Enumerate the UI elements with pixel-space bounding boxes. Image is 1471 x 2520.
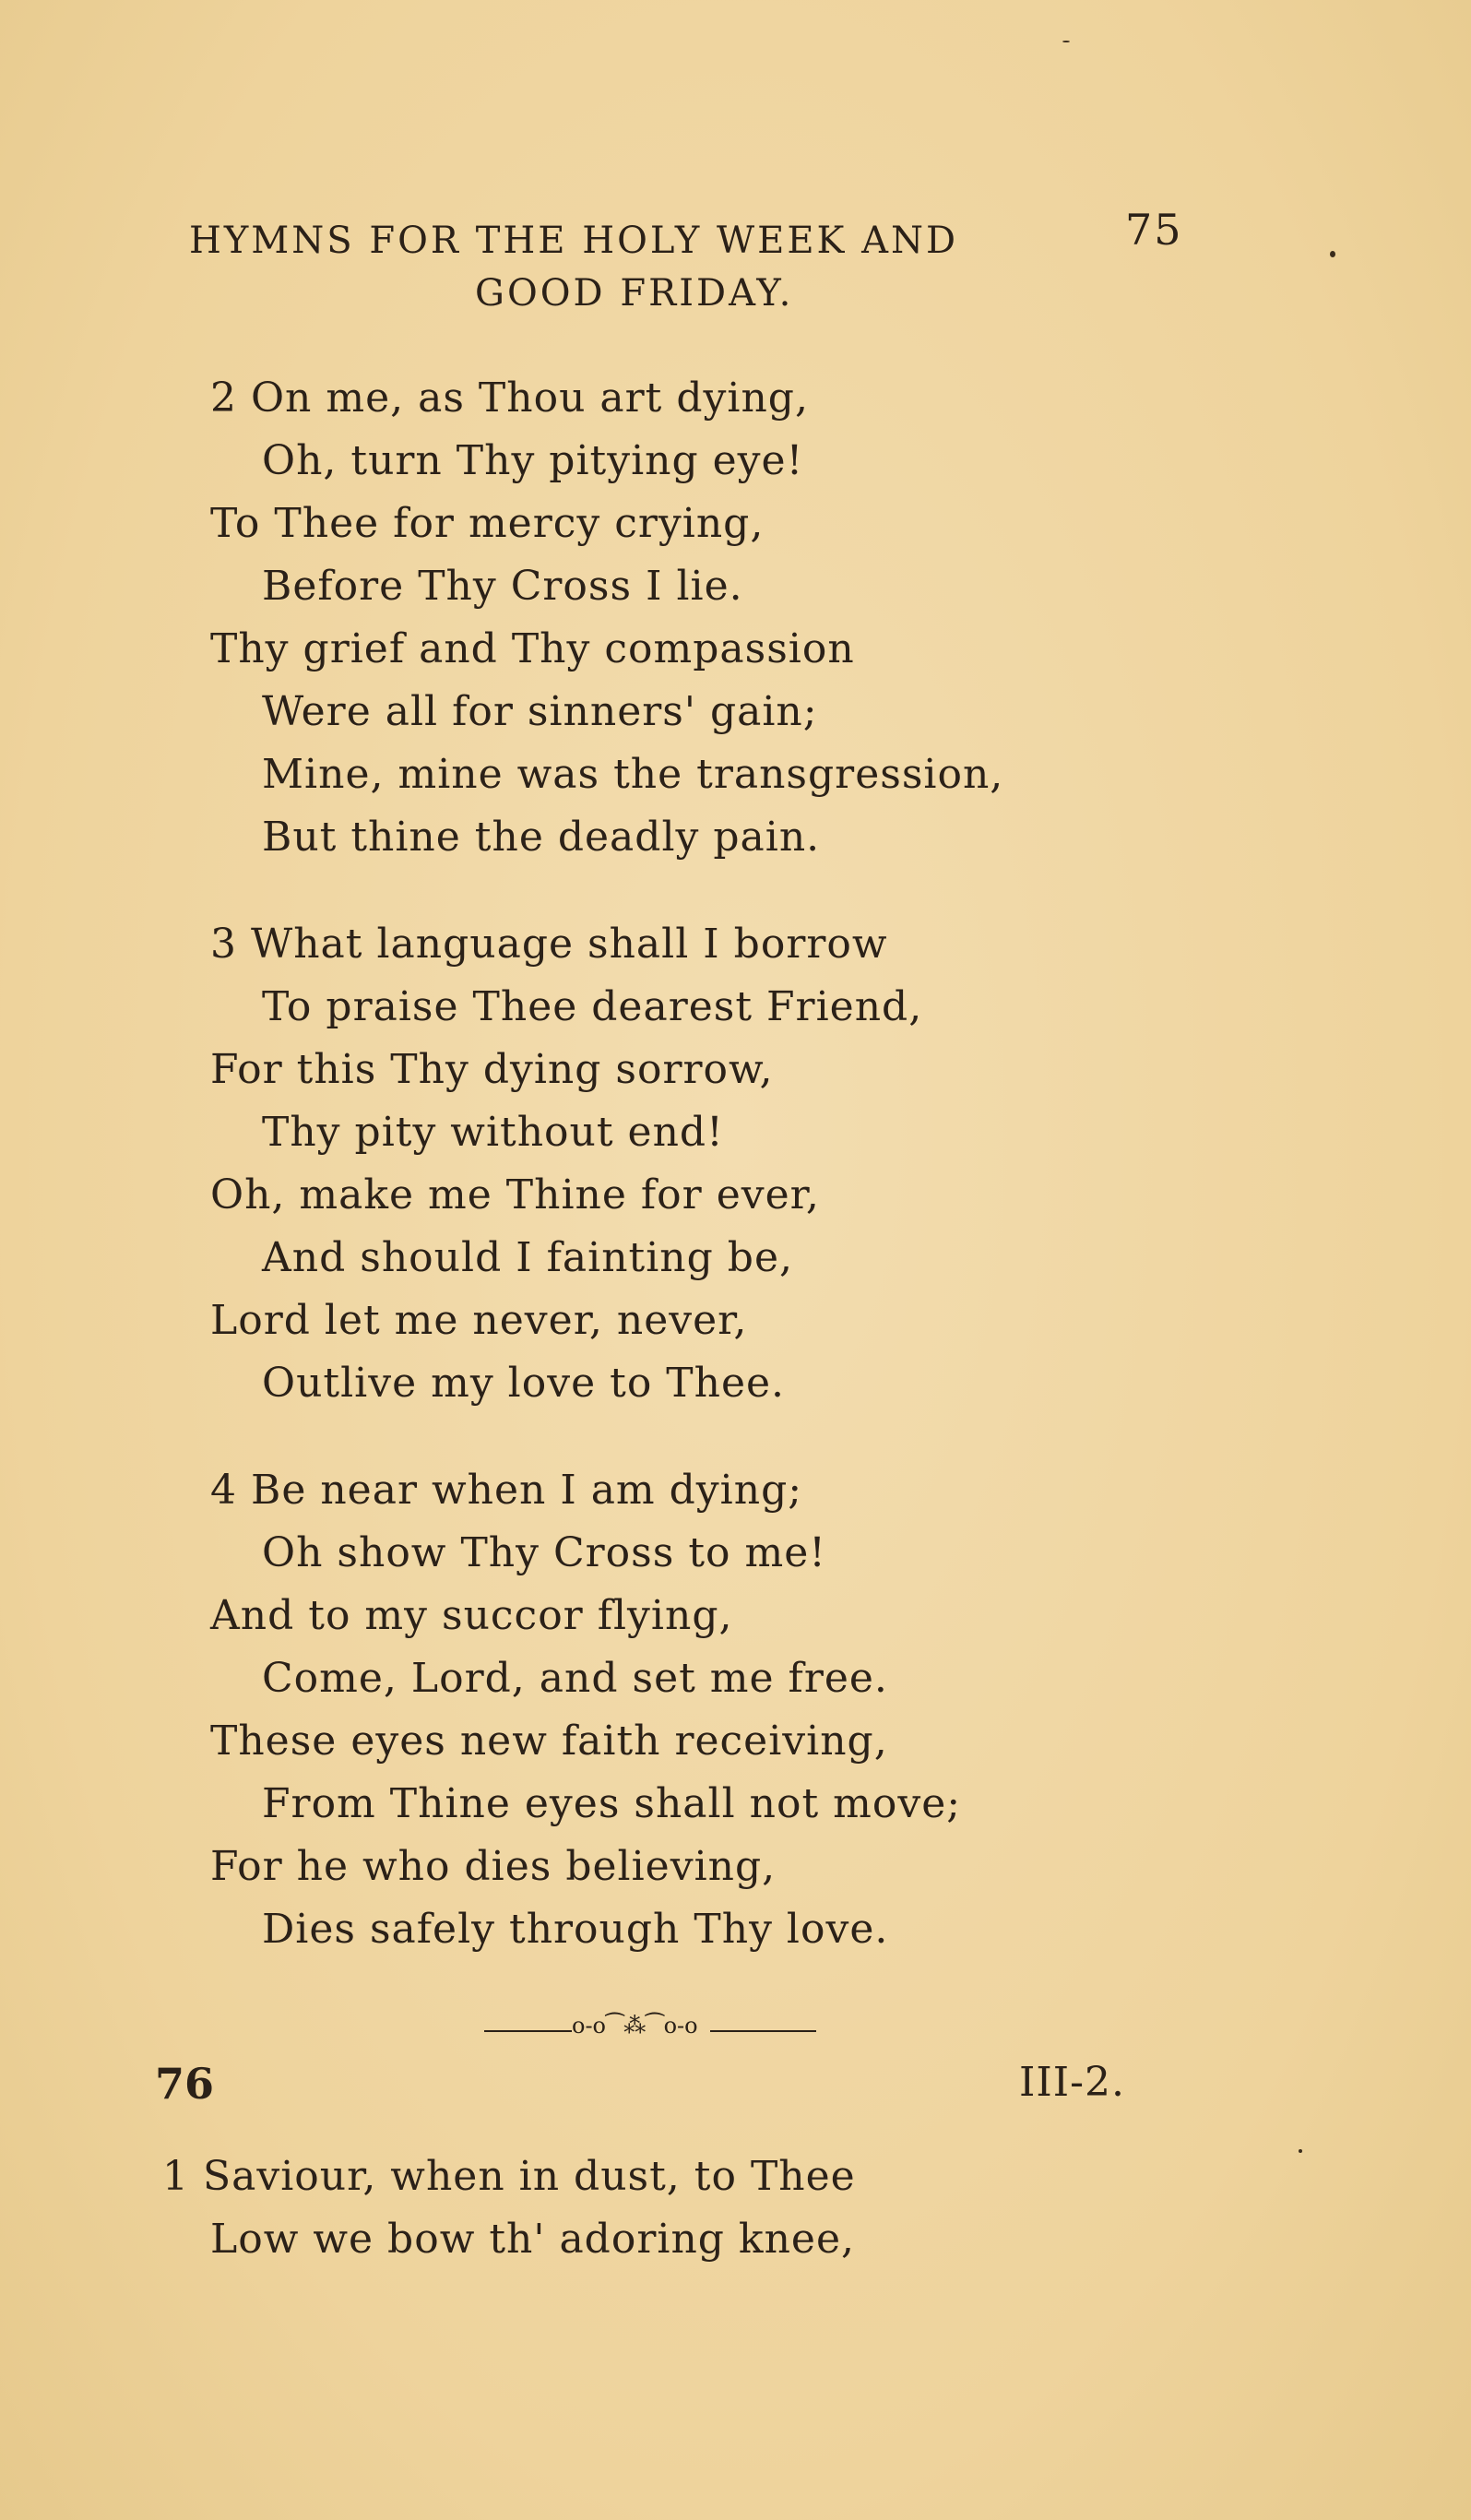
- stanza-line: To Thee for mercy crying,: [210, 500, 765, 547]
- stanza-line: Were all for sinners' gain;: [262, 688, 818, 735]
- stanza-line: Dies safely through Thy love.: [262, 1906, 889, 1953]
- hymn-number: 76: [155, 2059, 215, 2109]
- divider-ornament-icon: o-o⁀⁂⁀o-o: [572, 2013, 698, 2039]
- divider-rule-right: [710, 2030, 816, 2032]
- stanza-line: For he who dies believing,: [210, 1843, 777, 1890]
- stanza-1-next-hymn: [162, 2146, 856, 2271]
- hymn-meter: III-2.: [1019, 2059, 1125, 2106]
- stanza-line: Thy grief and Thy compassion: [210, 625, 855, 672]
- paper-speck: [1062, 41, 1070, 42]
- stanza-2: [210, 367, 1003, 869]
- stanza-line: Come, Lord, and set me free.: [262, 1655, 888, 1702]
- stanza-line: 2 On me, as Thou art dying,: [210, 374, 809, 422]
- stanza-line: Oh, make me Thine for ever,: [210, 1171, 820, 1218]
- stanza-line: Thy pity without end!: [262, 1109, 724, 1156]
- stanza-line: 4 Be near when I am dying;: [210, 1467, 803, 1514]
- stanza-line: These eyes new faith receiving,: [210, 1718, 888, 1765]
- stanza-3: [210, 913, 922, 1415]
- divider-rule-left: [484, 2030, 572, 2032]
- stanza-line: Low we bow th' adoring knee,: [210, 2216, 855, 2263]
- stanza-line: 1 Saviour, when in dust, to Thee: [162, 2153, 856, 2200]
- stanza-line: To praise Thee dearest Friend,: [262, 983, 923, 1030]
- paper-speck: [1330, 251, 1335, 257]
- stanza-line: Lord let me never, never,: [210, 1297, 748, 1344]
- stanza-line: 3 What language shall I borrow: [210, 921, 888, 968]
- stanza-line: From Thine eyes shall not move;: [262, 1780, 962, 1827]
- stanza-line: Before Thy Cross I lie.: [262, 563, 743, 610]
- stanza-line: Mine, mine was the transgression,: [262, 751, 1004, 798]
- stanza-line: But thine the deadly pain.: [262, 814, 821, 861]
- stanza-line: Oh show Thy Cross to me!: [262, 1529, 826, 1576]
- stanza-line: For this Thy dying sorrow,: [210, 1046, 774, 1093]
- stanza-line: And should I fainting be,: [262, 1234, 793, 1281]
- section-divider: [484, 2013, 816, 2042]
- header-title-line1: HYMNS FOR THE HOLY WEEK AND: [189, 220, 959, 262]
- stanza-4: [210, 1459, 961, 1961]
- stanza-line: Oh, turn Thy pitying eye!: [262, 437, 804, 484]
- page-number: 75: [1125, 205, 1183, 255]
- paper-speck: [1299, 2149, 1302, 2153]
- stanza-line: Outlive my love to Thee.: [262, 1360, 786, 1407]
- header-title-line2: GOOD FRIDAY.: [475, 272, 794, 315]
- stanza-line: And to my succor flying,: [210, 1592, 733, 1639]
